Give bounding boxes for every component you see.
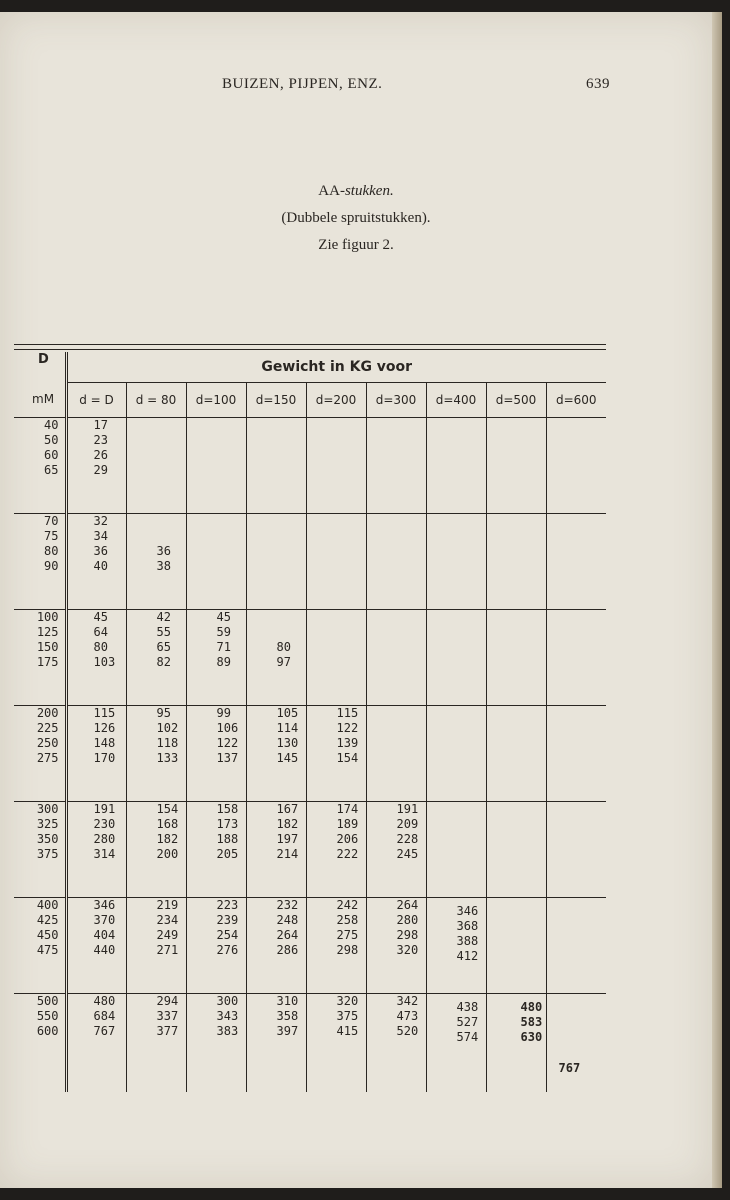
diameter-value: 150 — [36, 639, 59, 654]
weight-value: 158 — [216, 801, 239, 816]
diameter-value: 225 — [36, 720, 59, 735]
table-row-group — [14, 993, 606, 1092]
weight-cell — [306, 705, 366, 801]
weight-value: 122 — [336, 720, 359, 735]
weight-value: 59 — [216, 624, 231, 639]
weight-value: 245 — [396, 846, 419, 861]
page-number: 639 — [586, 76, 610, 92]
weight-cell — [126, 417, 186, 513]
weight-value: 264 — [396, 897, 419, 912]
weight-value: 473 — [396, 1008, 419, 1023]
weight-value: 89 — [216, 654, 231, 669]
diameter-value: 80 — [44, 543, 59, 558]
weight-cell — [126, 513, 186, 609]
weight-cell — [186, 513, 246, 609]
weight-cell — [546, 705, 606, 801]
table-body — [14, 417, 606, 1092]
weight-cell — [306, 417, 366, 513]
weight-cell — [366, 705, 426, 801]
weight-cell — [186, 609, 246, 705]
weight-cell — [486, 513, 546, 609]
diameter-cell — [14, 609, 66, 705]
weight-cell — [546, 513, 606, 609]
weight-value: 574 — [456, 1029, 479, 1044]
weight-value: 173 — [216, 816, 239, 831]
weight-value: 55 — [156, 624, 171, 639]
weight-value: 17 — [93, 417, 108, 432]
weight-value: 64 — [93, 624, 108, 639]
weight-value: 298 — [336, 942, 359, 957]
weight-value: 82 — [156, 654, 171, 669]
weight-value: 115 — [93, 705, 116, 720]
diameter-value: 550 — [36, 1008, 59, 1023]
weight-value: 182 — [276, 816, 299, 831]
table-caption-reference: Zie figuur 2. — [318, 237, 394, 253]
weight-cell — [246, 513, 306, 609]
weight-cell — [186, 801, 246, 897]
diameter-value: 60 — [44, 447, 59, 462]
diameter-value: 40 — [44, 417, 59, 432]
weight-value: 346 — [93, 897, 116, 912]
weight-value: 97 — [276, 654, 291, 669]
weight-value: 105 — [276, 705, 299, 720]
table-row-group — [14, 705, 606, 801]
weight-value: 249 — [156, 927, 179, 942]
weight-value: 32 — [93, 513, 108, 528]
weight-value: 271 — [156, 942, 179, 957]
weight-value: 404 — [93, 927, 116, 942]
weight-value — [277, 610, 306, 625]
weight-value: 280 — [396, 912, 419, 927]
weight-value: 767 — [93, 1023, 116, 1038]
weight-value: 103 — [93, 654, 116, 669]
diameter-value: 400 — [36, 897, 59, 912]
weight-cell — [66, 513, 126, 609]
weight-value: 191 — [93, 801, 116, 816]
weight-cell — [366, 993, 426, 1092]
table-row-group — [14, 417, 606, 513]
weight-cell — [546, 609, 606, 705]
weight-value: 415 — [336, 1023, 359, 1038]
header-weight-group: Gewicht in KG voor — [66, 352, 606, 382]
weight-value: 200 — [156, 846, 179, 861]
diameter-value: 500 — [36, 993, 59, 1008]
weight-value: 320 — [336, 993, 359, 1008]
weight-value: 36 — [93, 543, 108, 558]
weight-cell — [366, 513, 426, 609]
weight-cell — [66, 993, 126, 1092]
header-mm: mM — [14, 382, 66, 417]
weight-cell — [546, 417, 606, 513]
weight-value: 342 — [396, 993, 419, 1008]
weight-cell — [306, 801, 366, 897]
weight-value — [157, 529, 186, 544]
weight-value: 440 — [93, 942, 116, 957]
diameter-value: 475 — [36, 942, 59, 957]
weight-value: 139 — [336, 735, 359, 750]
weight-cell — [546, 993, 606, 1092]
weight-cell — [186, 417, 246, 513]
weight-value: 684 — [93, 1008, 116, 1023]
weight-value: 197 — [276, 831, 299, 846]
weight-value: 191 — [396, 801, 419, 816]
weight-value — [157, 514, 186, 529]
weight-value: 264 — [276, 927, 299, 942]
weight-value: 767 — [558, 1060, 581, 1075]
weight-value: 170 — [93, 750, 116, 765]
weight-value: 520 — [396, 1023, 419, 1038]
weight-value: 106 — [216, 720, 239, 735]
weight-value: 248 — [276, 912, 299, 927]
diameter-value: 450 — [36, 927, 59, 942]
weight-value: 346 — [456, 903, 479, 918]
weight-value: 174 — [336, 801, 359, 816]
column-header: d=400 — [426, 382, 486, 417]
weight-cell — [186, 993, 246, 1092]
weight-cell — [66, 801, 126, 897]
weight-cell — [66, 897, 126, 993]
table-row-group — [14, 513, 606, 609]
weight-value: 214 — [276, 846, 299, 861]
weight-cell — [366, 417, 426, 513]
weight-value: 223 — [216, 897, 239, 912]
weight-value: 276 — [216, 942, 239, 957]
weight-value: 206 — [336, 831, 359, 846]
diameter-value: 125 — [36, 624, 59, 639]
weight-value: 219 — [156, 897, 179, 912]
weight-value: 145 — [276, 750, 299, 765]
weight-cell — [486, 705, 546, 801]
weight-value: 438 — [456, 999, 479, 1014]
weight-value: 209 — [396, 816, 419, 831]
weight-cell — [246, 801, 306, 897]
weight-value: 130 — [276, 735, 299, 750]
weight-value: 65 — [156, 639, 171, 654]
diameter-value: 90 — [44, 558, 59, 573]
weight-value: 137 — [216, 750, 239, 765]
weight-value: 232 — [276, 897, 299, 912]
weight-value: 189 — [336, 816, 359, 831]
weight-cell — [126, 609, 186, 705]
weight-value: 294 — [156, 993, 179, 1008]
weight-value: 205 — [216, 846, 239, 861]
weight-value: 368 — [456, 918, 479, 933]
weight-cell — [186, 897, 246, 993]
weight-value: 397 — [276, 1023, 299, 1038]
column-header: d=200 — [306, 382, 366, 417]
weight-cell — [486, 609, 546, 705]
weight-value: 154 — [156, 801, 179, 816]
weight-cell — [246, 993, 306, 1092]
weight-cell — [486, 993, 546, 1092]
weight-cell — [426, 513, 486, 609]
weight-cell — [126, 801, 186, 897]
weight-cell — [426, 417, 486, 513]
weight-value: 99 — [216, 705, 231, 720]
weight-value: 480 — [520, 999, 543, 1014]
table-caption-subtitle: (Dubbele spruitstukken). — [281, 210, 431, 226]
weight-value: 40 — [93, 558, 108, 573]
weight-cell — [306, 993, 366, 1092]
weight-value: 167 — [276, 801, 299, 816]
weight-value: 337 — [156, 1008, 179, 1023]
weight-value: 375 — [336, 1008, 359, 1023]
diameter-value: 300 — [36, 801, 59, 816]
weight-value: 45 — [216, 609, 231, 624]
weight-cell — [426, 897, 486, 993]
weight-value: 388 — [456, 933, 479, 948]
header-d: D — [38, 352, 49, 367]
diameter-value: 50 — [44, 432, 59, 447]
column-header: d=600 — [546, 382, 606, 417]
page-edge — [712, 12, 722, 1188]
weight-cell — [246, 609, 306, 705]
weight-value: 148 — [93, 735, 116, 750]
table-row-group — [14, 897, 606, 993]
table-row-group — [14, 801, 606, 897]
diameter-cell — [14, 897, 66, 993]
weight-cell — [306, 513, 366, 609]
weight-cell — [246, 897, 306, 993]
weight-value: 343 — [216, 1008, 239, 1023]
weight-value — [277, 625, 306, 640]
weight-value: 115 — [336, 705, 359, 720]
weight-value: 126 — [93, 720, 116, 735]
weight-value: 377 — [156, 1023, 179, 1038]
diameter-value: 75 — [44, 528, 59, 543]
weight-value: 370 — [93, 912, 116, 927]
weight-value: 280 — [93, 831, 116, 846]
weight-value: 38 — [156, 558, 171, 573]
weight-cell — [66, 705, 126, 801]
weight-value: 29 — [93, 462, 108, 477]
weight-value: 242 — [336, 897, 359, 912]
weight-cell — [426, 801, 486, 897]
weight-value: 34 — [93, 528, 108, 543]
weight-value: 358 — [276, 1008, 299, 1023]
weight-value: 118 — [156, 735, 179, 750]
weight-value: 239 — [216, 912, 239, 927]
diameter-value: 70 — [44, 513, 59, 528]
weight-cell — [366, 801, 426, 897]
caption-title-italic: stukken. — [344, 183, 394, 199]
weight-cell — [126, 705, 186, 801]
weight-value: 383 — [216, 1023, 239, 1038]
weight-value: 80 — [276, 639, 291, 654]
weight-cell — [126, 897, 186, 993]
diameter-cell — [14, 705, 66, 801]
table-caption-title — [0, 183, 712, 200]
diameter-value: 175 — [36, 654, 59, 669]
weight-cell — [366, 897, 426, 993]
column-header: d=100 — [186, 382, 246, 417]
weight-cell — [66, 417, 126, 513]
diameter-value: 325 — [36, 816, 59, 831]
weight-value: 122 — [216, 735, 239, 750]
weight-value: 630 — [520, 1029, 543, 1044]
diameter-value: 275 — [36, 750, 59, 765]
diameter-value: 425 — [36, 912, 59, 927]
weight-value: 258 — [336, 912, 359, 927]
column-header: d=500 — [486, 382, 546, 417]
column-header: d = D — [66, 382, 126, 417]
weight-value: 230 — [93, 816, 116, 831]
weight-value: 222 — [336, 846, 359, 861]
weight-cell — [486, 801, 546, 897]
weight-cell — [306, 897, 366, 993]
diameter-value: 375 — [36, 846, 59, 861]
weight-cell — [246, 417, 306, 513]
diameter-value: 600 — [36, 1023, 59, 1038]
running-head-title: BUIZEN, PIJPEN, ENZ. — [222, 76, 383, 92]
weight-cell — [426, 705, 486, 801]
weight-cell — [426, 993, 486, 1092]
column-header: d=150 — [246, 382, 306, 417]
weight-value: 300 — [216, 993, 239, 1008]
weight-cell — [426, 609, 486, 705]
weight-value: 228 — [396, 831, 419, 846]
column-header-row — [14, 382, 606, 417]
weight-value: 314 — [93, 846, 116, 861]
diameter-value: 250 — [36, 735, 59, 750]
weight-value: 275 — [336, 927, 359, 942]
weight-value: 583 — [520, 1014, 543, 1029]
diameter-cell — [14, 513, 66, 609]
weight-value: 45 — [93, 609, 108, 624]
column-header: d = 80 — [126, 382, 186, 417]
diameter-cell — [14, 417, 66, 513]
diameter-value: 100 — [36, 609, 59, 624]
weight-value: 527 — [456, 1014, 479, 1029]
weight-value: 254 — [216, 927, 239, 942]
weight-cell — [186, 705, 246, 801]
diameter-cell — [14, 993, 66, 1092]
weight-cell — [366, 609, 426, 705]
weight-value: 234 — [156, 912, 179, 927]
weight-cell — [546, 801, 606, 897]
weight-value: 23 — [93, 432, 108, 447]
weight-value: 102 — [156, 720, 179, 735]
weight-value: 286 — [276, 942, 299, 957]
weight-value: 310 — [276, 993, 299, 1008]
weight-value: 412 — [456, 948, 479, 963]
weight-value: 95 — [156, 705, 171, 720]
weight-value: 133 — [156, 750, 179, 765]
weight-cell — [246, 705, 306, 801]
diameter-value: 350 — [36, 831, 59, 846]
weight-value: 71 — [216, 639, 231, 654]
table-rule-top-2 — [14, 349, 606, 350]
weight-value: 168 — [156, 816, 179, 831]
weight-value: 480 — [93, 993, 116, 1008]
weight-cell — [486, 417, 546, 513]
diameter-value: 200 — [36, 705, 59, 720]
weight-table — [14, 352, 606, 1092]
weight-cell — [126, 993, 186, 1092]
weight-cell — [486, 897, 546, 993]
weight-value: 298 — [396, 927, 419, 942]
caption-title-main: AA- — [318, 183, 345, 199]
weight-value: 114 — [276, 720, 299, 735]
table-rule-top — [14, 344, 606, 345]
table-row-group — [14, 609, 606, 705]
diameter-cell — [14, 801, 66, 897]
weight-value: 188 — [216, 831, 239, 846]
column-header: d=300 — [366, 382, 426, 417]
weight-value: 154 — [336, 750, 359, 765]
weight-value: 80 — [93, 639, 108, 654]
weight-cell — [66, 609, 126, 705]
weight-value: 36 — [156, 543, 171, 558]
weight-value: 182 — [156, 831, 179, 846]
weight-cell — [306, 609, 366, 705]
diameter-value: 65 — [44, 462, 59, 477]
weight-value: 26 — [93, 447, 108, 462]
weight-cell — [546, 897, 606, 993]
weight-value: 320 — [396, 942, 419, 957]
weight-value: 42 — [156, 609, 171, 624]
